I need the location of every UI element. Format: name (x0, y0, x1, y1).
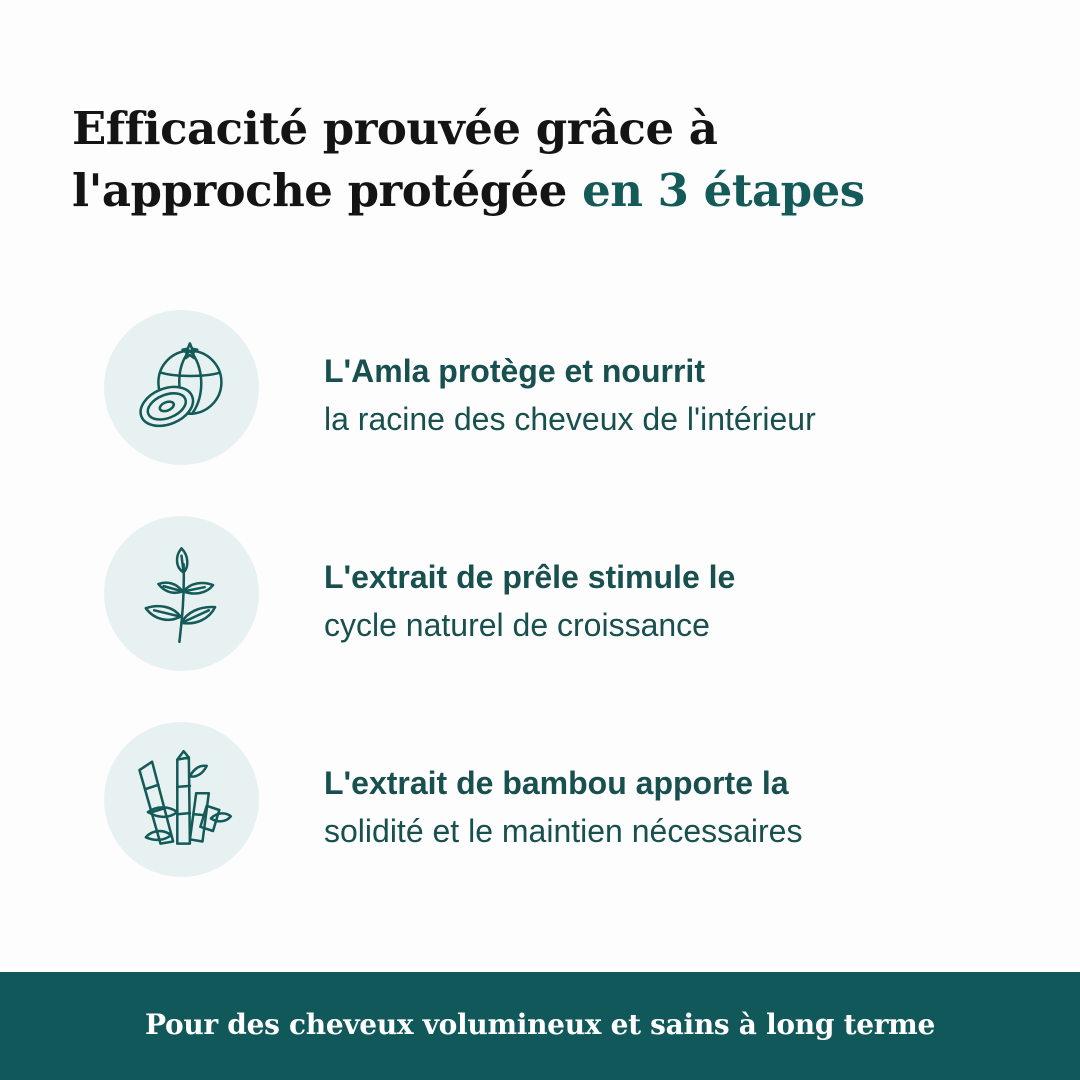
step-title: L'Amla protège et nourrit (324, 353, 705, 389)
step-title: L'extrait de bambou apporte la (324, 765, 789, 801)
headline (72, 98, 1032, 222)
step-subtitle: solidité et le maintien nécessaires (324, 813, 803, 849)
step-subtitle: cycle naturel de croissance (324, 607, 710, 643)
headline-line-2: l'approche protégée (72, 164, 567, 217)
footer-text: Pour des cheveux volumineux et sains à long terme (144, 1007, 936, 1041)
step-icon-circle (104, 310, 259, 465)
amla-fruit-icon (129, 335, 234, 440)
step-text (324, 759, 1004, 855)
step-title: L'extrait de prêle stimule le (324, 559, 736, 595)
bamboo-icon (129, 747, 234, 852)
horsetail-plant-icon (129, 541, 234, 646)
headline-accent: en 3 étapes (582, 164, 865, 217)
footer-banner (0, 972, 1080, 1080)
step-icon-circle (104, 722, 259, 877)
headline-line-1: Efficacité prouvée grâce à (72, 102, 718, 155)
step-text (324, 553, 1004, 649)
step-text (324, 347, 1004, 443)
step-icon-circle (104, 516, 259, 671)
step-subtitle: la racine des cheveux de l'intérieur (324, 401, 816, 437)
step-bamboo (104, 722, 1024, 878)
step-horsetail (104, 516, 1024, 672)
step-amla (104, 310, 1024, 466)
